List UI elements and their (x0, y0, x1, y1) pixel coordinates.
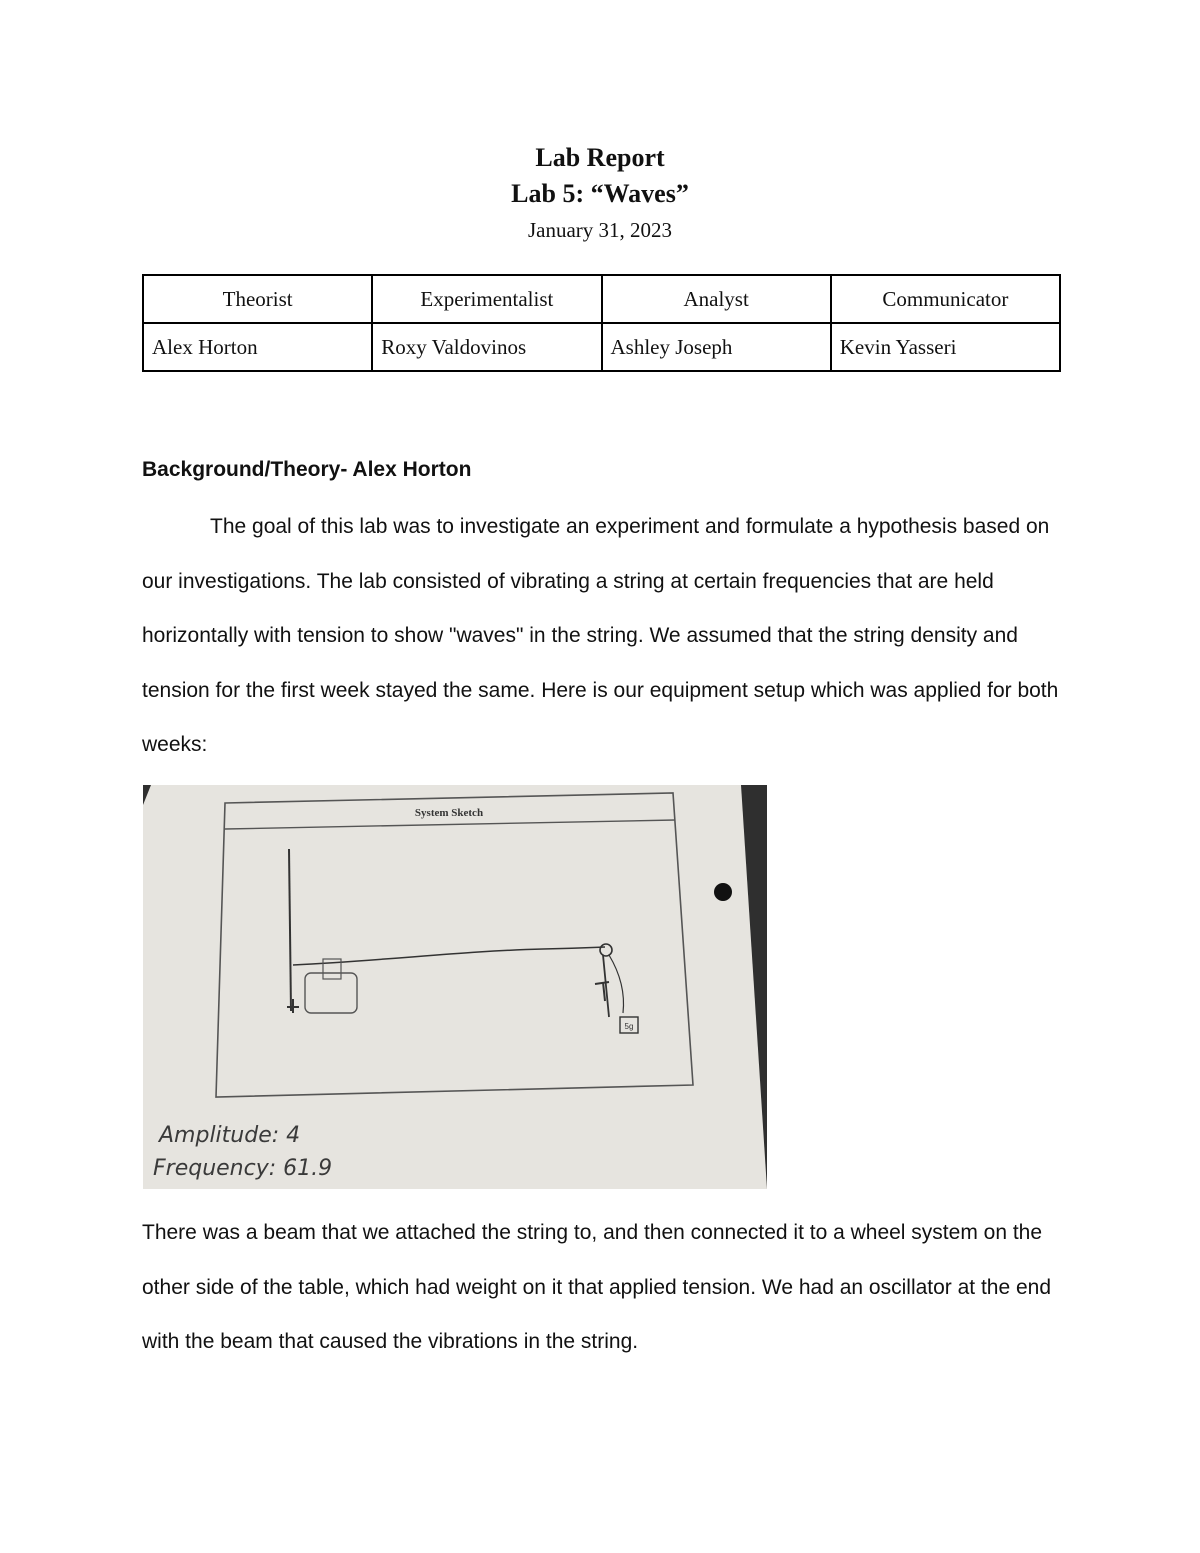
amplitude-note: Amplitude: 4 (159, 1123, 301, 1148)
section-heading: Background/Theory- Alex Horton (142, 458, 472, 481)
member-experimentalist: Roxy Valdovinos (372, 323, 601, 371)
roles-table (142, 274, 1061, 372)
weight-label: 5g (624, 1022, 634, 1031)
report-date: January 31, 2023 (527, 218, 673, 242)
role-header-analyst: Analyst (602, 275, 831, 323)
role-header-communicator: Communicator (831, 275, 1060, 323)
sketch-title: System Sketch (414, 807, 484, 819)
role-header-experimentalist: Experimentalist (372, 275, 601, 323)
frequency-note: Frequency: 61.9 (153, 1156, 333, 1181)
theory-paragraph-1: The goal of this lab was to investigate an experiment and formulate a hypothesis based on our investigations. The lab consisted of vibrating a string at certain frequencies that are held horizontally with tension to show "waves" in the string. We assumed that the string density and tension for the first week stayed the same. Here is our equipment setup which was applied for both weeks: (142, 515, 1059, 756)
roles-member-row (143, 323, 1060, 371)
member-analyst: Ashley Joseph (602, 323, 831, 371)
report-title: Lab Report (535, 143, 665, 172)
equipment-setup-photo (143, 785, 767, 1189)
member-communicator: Kevin Yasseri (831, 323, 1060, 371)
theory-paragraph-2: There was a beam that we attached the string to, and then connected it to a wheel system on the other side of the table, which had weight on it that applied tension. We had an oscillator at the end with the beam that caused the vibrations in the string. (142, 1221, 1052, 1353)
lab-subtitle: Lab 5: “Waves” (511, 179, 689, 208)
role-header-theorist: Theorist (143, 275, 372, 323)
report-header (0, 140, 1200, 248)
roles-header-row (143, 275, 1060, 323)
member-theorist: Alex Horton (143, 323, 372, 371)
